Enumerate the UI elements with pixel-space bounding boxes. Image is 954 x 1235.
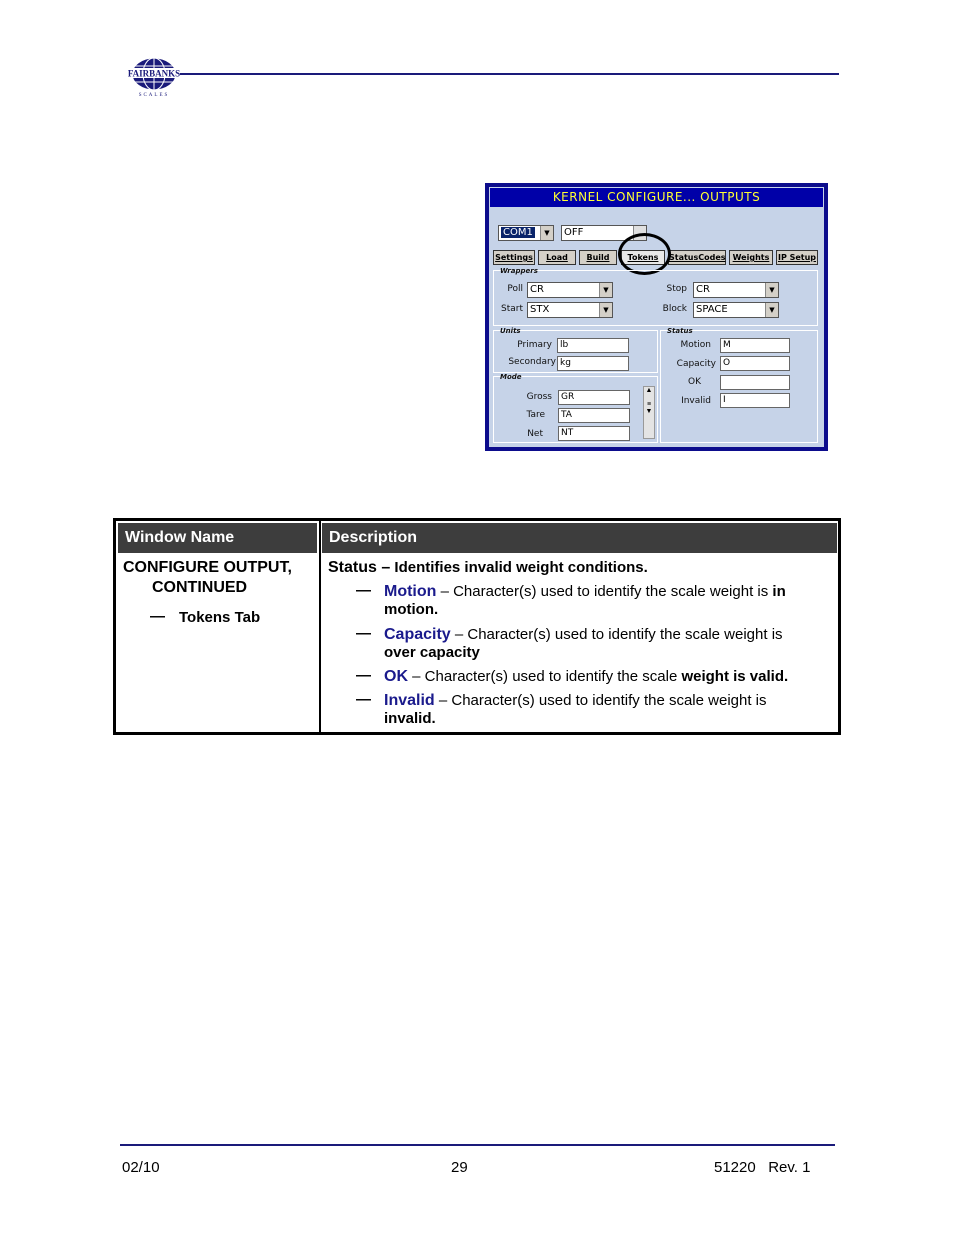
net-label: Net <box>527 429 543 439</box>
stop-label: Stop <box>666 284 687 294</box>
primary-label: Primary <box>517 340 552 350</box>
description-table <box>113 518 841 735</box>
item-capacity: Capacity – Character(s) used to identify the scale weight is over capacity <box>384 626 783 661</box>
item-dash: — <box>356 691 371 708</box>
item-invalid: Invalid – Character(s) used to identify the scale weight is invalid. <box>384 692 767 727</box>
chevron-down-icon: ▼ <box>599 303 612 317</box>
footer-rule <box>120 1144 835 1146</box>
tab-weights[interactable]: Weights <box>729 250 773 265</box>
header-rule <box>180 73 839 75</box>
item-dash: — <box>356 582 371 599</box>
chevron-down-icon: ▼ <box>765 283 778 297</box>
item-ok: OK – Character(s) used to identify the scale weight is valid. <box>384 668 789 685</box>
chevron-down-icon: ▼ <box>599 283 612 297</box>
tare-field[interactable]: TA <box>558 408 630 423</box>
fairbanks-logo <box>124 54 184 98</box>
wrappers-title: Wrappers <box>500 267 538 275</box>
units-title: Units <box>500 327 521 335</box>
tare-label: Tare <box>526 410 545 420</box>
chevron-down-icon: ▼ <box>765 303 778 317</box>
window-name-line2: CONTINUED <box>152 579 248 596</box>
sub-item-dash: — <box>150 608 165 625</box>
footer-date: 02/10 <box>122 1159 160 1176</box>
ok-label: OK <box>688 377 701 387</box>
highlight-circle <box>618 233 671 275</box>
ok-field[interactable] <box>720 375 790 390</box>
sub-item-tokens-tab: Tokens Tab <box>179 609 261 626</box>
footer-page-number: 29 <box>451 1159 468 1176</box>
mode-title: Mode <box>500 373 522 381</box>
status-title: Status <box>667 327 693 335</box>
motion-field[interactable]: M <box>720 338 790 353</box>
chevron-down-icon: ▼ <box>540 226 553 240</box>
tab-tokens[interactable]: Tokens <box>621 250 665 265</box>
window-name-line1: CONFIGURE OUTPUT, <box>123 559 292 576</box>
item-dash: — <box>356 667 371 684</box>
invalid-field[interactable]: I <box>720 393 790 408</box>
item-motion: Motion – Character(s) used to identify the scale weight is in motion. <box>384 583 786 618</box>
poll-select[interactable]: CR ▼ <box>527 282 613 298</box>
port-select[interactable]: COM1 ▼ <box>498 225 554 241</box>
footer-doc-number: 51220 Rev. 1 <box>714 1159 811 1176</box>
start-select[interactable]: STX ▼ <box>527 302 613 318</box>
invalid-label: Invalid <box>681 396 711 406</box>
tab-build[interactable]: Build <box>579 250 617 265</box>
col-header-description: Description <box>322 523 837 553</box>
tab-settings[interactable]: Settings <box>493 250 535 265</box>
gross-field[interactable]: GR <box>558 390 630 405</box>
gross-label: Gross <box>526 392 552 402</box>
tab-ip-setup[interactable]: IP Setup <box>776 250 818 265</box>
tab-statuscodes[interactable]: StatusCodes <box>668 250 726 265</box>
secondary-label: Secondary <box>508 357 556 367</box>
net-field[interactable]: NT <box>558 426 630 441</box>
primary-field[interactable]: lb <box>557 338 629 353</box>
start-label: Start <box>501 304 523 314</box>
logo-text: FAIRBANKS <box>127 68 181 79</box>
logo-subtext: SCALES <box>138 93 170 98</box>
column-divider <box>319 521 321 732</box>
window-title: KERNEL CONFIGURE... OUTPUTS <box>490 188 823 207</box>
status-heading: Status – Identifies invalid weight conditions. <box>328 559 648 576</box>
motion-label: Motion <box>680 340 711 350</box>
capacity-label: Capacity <box>676 359 716 369</box>
mode-select[interactable]: OFF <box>561 225 647 241</box>
poll-label: Poll <box>507 284 523 294</box>
stop-select[interactable]: CR ▼ <box>693 282 779 298</box>
item-dash: — <box>356 625 371 642</box>
col-header-window-name: Window Name <box>118 523 317 553</box>
block-label: Block <box>662 304 687 314</box>
block-select[interactable]: SPACE ▼ <box>693 302 779 318</box>
kernel-configure-window <box>485 183 828 451</box>
secondary-field[interactable]: kg <box>557 356 629 371</box>
capacity-field[interactable]: O <box>720 356 790 371</box>
tab-load[interactable]: Load <box>538 250 576 265</box>
mode-scrollbar[interactable]: ▲ ≡ ▼ <box>643 386 655 439</box>
